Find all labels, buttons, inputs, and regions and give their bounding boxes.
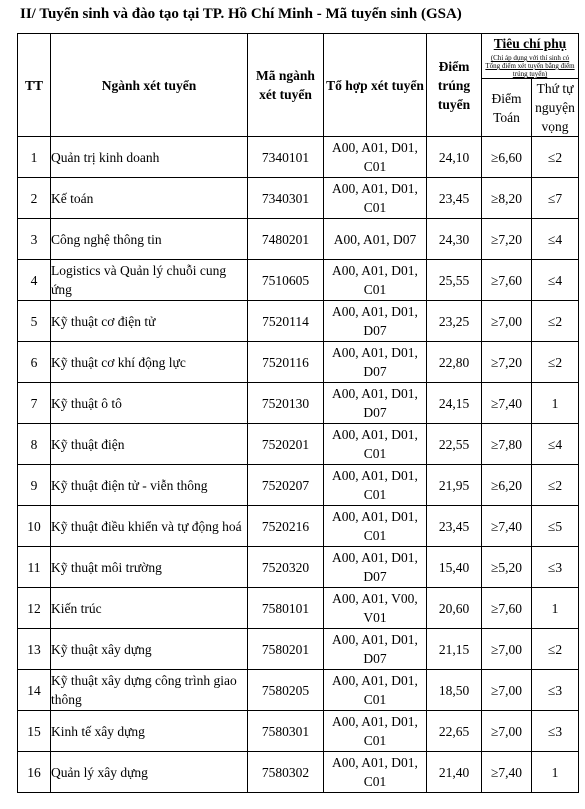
cell-nganh: Kiến trúc [51,588,248,629]
cell-diem: 22,80 [427,342,482,383]
cell-diem: 24,15 [427,383,482,424]
cell-tt: 4 [18,260,51,301]
header-thu-tu: Thứ tự nguyện vọng [532,79,579,137]
cell-ma-nganh: 7520207 [248,465,324,506]
cell-diem: 22,55 [427,424,482,465]
cell-diem-toan: ≥5,20 [482,547,532,588]
cell-nganh: Kỹ thuật cơ khí động lực [51,342,248,383]
header-tieu-chi-label: Tiêu chí phụ [493,36,567,51]
cell-thu-tu: ≤7 [532,178,579,219]
header-diem: Điểm trúng tuyển [427,34,482,137]
cell-ma-nganh: 7520130 [248,383,324,424]
cell-to-hop: A00, A01, D01, D07 [324,342,427,383]
cell-ma-nganh: 7580301 [248,711,324,752]
cell-to-hop: A00, A01, D01, D07 [324,547,427,588]
cell-nganh: Quản lý xây dựng [51,752,248,793]
cell-ma-nganh: 7580302 [248,752,324,793]
cell-ma-nganh: 7580205 [248,670,324,711]
cell-diem-toan: ≥7,00 [482,711,532,752]
cell-ma-nganh: 7520114 [248,301,324,342]
cell-ma-nganh: 7510605 [248,260,324,301]
cell-nganh: Quản trị kinh doanh [51,137,248,178]
cell-diem: 21,15 [427,629,482,670]
cell-tt: 7 [18,383,51,424]
cell-tt: 9 [18,465,51,506]
header-tt: TT [18,34,51,137]
cell-ma-nganh: 7480201 [248,219,324,260]
cell-diem-toan: ≥8,20 [482,178,532,219]
cell-to-hop: A00, A01, D07 [324,219,427,260]
cell-diem-toan: ≥7,80 [482,424,532,465]
cell-diem: 23,45 [427,178,482,219]
table-row [18,178,579,219]
cell-diem-toan: ≥7,20 [482,219,532,260]
cell-nganh: Kỹ thuật điện tử - viễn thông [51,465,248,506]
cell-thu-tu: ≤4 [532,219,579,260]
cell-tt: 5 [18,301,51,342]
cell-tt: 15 [18,711,51,752]
cell-tt: 2 [18,178,51,219]
cell-diem-toan: ≥7,00 [482,629,532,670]
cell-diem: 24,30 [427,219,482,260]
cell-to-hop: A00, A01, D01, C01 [324,506,427,547]
table-body [18,137,579,793]
cell-thu-tu: ≤2 [532,301,579,342]
cell-to-hop: A00, A01, V00, V01 [324,588,427,629]
cell-tt: 13 [18,629,51,670]
header-ma-nganh: Mã ngành xét tuyển [248,34,324,137]
cell-diem-toan: ≥7,60 [482,260,532,301]
cell-to-hop: A00, A01, D01, D07 [324,629,427,670]
cell-thu-tu: ≤3 [532,547,579,588]
cell-ma-nganh: 7340101 [248,137,324,178]
cell-thu-tu: ≤2 [532,629,579,670]
cell-thu-tu: ≤3 [532,711,579,752]
cell-tt: 1 [18,137,51,178]
table-row [18,342,579,383]
table-row [18,670,579,711]
cell-tt: 10 [18,506,51,547]
cell-thu-tu: 1 [532,752,579,793]
cell-diem-toan: ≥7,40 [482,383,532,424]
cell-diem: 21,95 [427,465,482,506]
table-row [18,547,579,588]
header-diem-toan: Điểm Toán [482,79,532,137]
cell-nganh: Kỹ thuật xây dựng công trình giao thông [51,670,248,711]
cell-diem: 23,45 [427,506,482,547]
header-tieu-chi [482,34,579,79]
cell-to-hop: A00, A01, D01, C01 [324,178,427,219]
cell-thu-tu: 1 [532,588,579,629]
table-row [18,219,579,260]
cell-to-hop: A00, A01, D01, D07 [324,383,427,424]
cell-diem: 21,40 [427,752,482,793]
cell-diem: 25,55 [427,260,482,301]
cell-thu-tu: ≤4 [532,260,579,301]
cell-diem-toan: ≥7,40 [482,506,532,547]
cell-to-hop: A00, A01, D01, C01 [324,752,427,793]
cell-ma-nganh: 7520216 [248,506,324,547]
cell-ma-nganh: 7520116 [248,342,324,383]
table-row [18,588,579,629]
cell-nganh: Kỹ thuật điều khiển và tự động hoá [51,506,248,547]
cell-tt: 14 [18,670,51,711]
cell-diem: 24,10 [427,137,482,178]
header-nganh: Ngành xét tuyển [51,34,248,137]
table-row [18,260,579,301]
cell-to-hop: A00, A01, D01, C01 [324,465,427,506]
cell-to-hop: A00, A01, D01, C01 [324,670,427,711]
cell-thu-tu: ≤2 [532,342,579,383]
cell-thu-tu: 1 [532,383,579,424]
cell-diem: 20,60 [427,588,482,629]
table-row [18,301,579,342]
header-tieu-chi-note: (Chỉ áp dụng với thí sinh có Tổng điểm xét tuyển bằng điểm trúng tuyển) [485,54,575,78]
table-row [18,752,579,793]
admission-table [17,33,579,793]
cell-diem-toan: ≥6,20 [482,465,532,506]
cell-thu-tu: ≤3 [532,670,579,711]
cell-nganh: Kế toán [51,178,248,219]
cell-diem-toan: ≥7,40 [482,752,532,793]
cell-tt: 12 [18,588,51,629]
cell-diem: 18,50 [427,670,482,711]
cell-diem-toan: ≥7,60 [482,588,532,629]
cell-to-hop: A00, A01, D01, C01 [324,137,427,178]
cell-ma-nganh: 7340301 [248,178,324,219]
cell-diem-toan: ≥6,60 [482,137,532,178]
cell-nganh: Logistics và Quản lý chuỗi cung ứng [51,260,248,301]
cell-ma-nganh: 7580201 [248,629,324,670]
table-row [18,465,579,506]
cell-thu-tu: ≤5 [532,506,579,547]
table-row [18,424,579,465]
cell-nganh: Kỹ thuật cơ điện tử [51,301,248,342]
cell-thu-tu: ≤2 [532,465,579,506]
cell-diem-toan: ≥7,00 [482,670,532,711]
cell-nganh: Kinh tế xây dựng [51,711,248,752]
cell-nganh: Kỹ thuật môi trường [51,547,248,588]
table-row [18,137,579,178]
cell-diem-toan: ≥7,20 [482,342,532,383]
cell-tt: 3 [18,219,51,260]
table-row [18,383,579,424]
cell-to-hop: A00, A01, D01, C01 [324,260,427,301]
table-row [18,506,579,547]
cell-ma-nganh: 7520320 [248,547,324,588]
cell-tt: 16 [18,752,51,793]
cell-tt: 8 [18,424,51,465]
header-to-hop: Tổ hợp xét tuyển [324,34,427,137]
cell-to-hop: A00, A01, D01, C01 [324,711,427,752]
cell-to-hop: A00, A01, D01, D07 [324,301,427,342]
table-row [18,629,579,670]
cell-diem-toan: ≥7,00 [482,301,532,342]
table-row [18,711,579,752]
cell-nganh: Kỹ thuật điện [51,424,248,465]
cell-tt: 11 [18,547,51,588]
page-title: II/ Tuyển sinh và đào tạo tại TP. Hồ Chí Minh - Mã tuyển sinh (GSA) [20,6,462,22]
cell-nganh: Kỹ thuật xây dựng [51,629,248,670]
cell-tt: 6 [18,342,51,383]
cell-thu-tu: ≤4 [532,424,579,465]
cell-diem: 23,25 [427,301,482,342]
cell-ma-nganh: 7520201 [248,424,324,465]
cell-thu-tu: ≤2 [532,137,579,178]
cell-to-hop: A00, A01, D01, C01 [324,424,427,465]
cell-diem: 15,40 [427,547,482,588]
cell-diem: 22,65 [427,711,482,752]
cell-nganh: Kỹ thuật ô tô [51,383,248,424]
cell-ma-nganh: 7580101 [248,588,324,629]
cell-nganh: Công nghệ thông tin [51,219,248,260]
